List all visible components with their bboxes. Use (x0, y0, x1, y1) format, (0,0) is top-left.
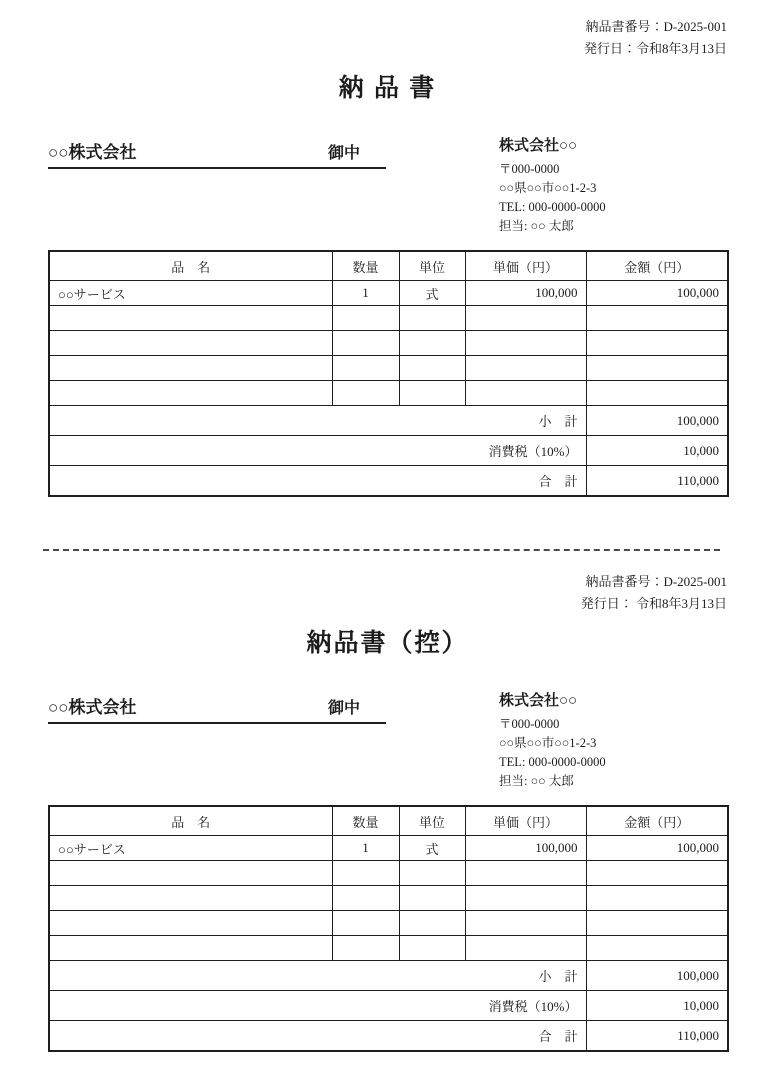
sender-postal: 〒000-0000 (499, 717, 560, 731)
table-row (49, 356, 728, 381)
sender-tel: TEL: 000-0000-0000 (499, 200, 606, 214)
issue-date: 発行日： 令和8年3月13日 (580, 596, 727, 611)
item-unit-price-cell (465, 861, 586, 886)
header-unit: 単位 (399, 251, 465, 281)
recipient-block (48, 138, 386, 169)
item-name-cell (49, 356, 332, 381)
header-quantity: 数量 (332, 251, 399, 281)
document-title: 納品書（控） (306, 630, 469, 657)
party-row (48, 689, 727, 791)
item-qty-cell (332, 381, 399, 406)
item-name-cell (49, 886, 332, 911)
item-qty-cell (332, 861, 399, 886)
item-name-cell (49, 911, 332, 936)
item-qty-cell: 1 (332, 281, 399, 306)
item-amount-cell (586, 861, 728, 886)
table-row (49, 936, 728, 961)
item-unit-price-cell (465, 911, 586, 936)
header-item-name: 品 名 (49, 806, 332, 836)
table-row (49, 836, 728, 861)
table-row (49, 306, 728, 331)
item-unit-price-cell (465, 331, 586, 356)
item-qty-cell (332, 331, 399, 356)
item-amount-cell (586, 356, 728, 381)
recipient-name: ○○株式会社 (48, 143, 137, 162)
sender-address: ○○県○○市○○1-2-3 (499, 181, 597, 195)
item-unit-price-cell: 100,000 (465, 836, 586, 861)
sender-block (499, 689, 727, 791)
delivery-note-original (0, 0, 768, 497)
total-label: 合 計 (49, 1021, 586, 1052)
item-amount-cell: 100,000 (586, 836, 728, 861)
table-header-row (49, 806, 728, 836)
item-qty-cell (332, 306, 399, 331)
table-row (49, 911, 728, 936)
item-name-cell (49, 331, 332, 356)
item-qty-cell (332, 911, 399, 936)
item-unit-cell: 式 (399, 281, 465, 306)
tax-value: 10,000 (586, 436, 728, 466)
items-table (48, 250, 729, 497)
item-unit-price-cell (465, 306, 586, 331)
item-qty-cell (332, 936, 399, 961)
item-qty-cell (332, 886, 399, 911)
item-unit-price-cell: 100,000 (465, 281, 586, 306)
tax-row (49, 436, 728, 466)
item-unit-cell (399, 306, 465, 331)
total-label: 合 計 (49, 466, 586, 497)
subtotal-value: 100,000 (586, 406, 728, 436)
table-row (49, 331, 728, 356)
table-row (49, 886, 728, 911)
tax-row (49, 991, 728, 1021)
recipient-block (48, 693, 386, 724)
items-table (48, 805, 729, 1052)
item-unit-cell (399, 331, 465, 356)
subtotal-row (49, 961, 728, 991)
subtotal-value: 100,000 (586, 961, 728, 991)
issue-date: 発行日：令和8年3月13日 (583, 41, 727, 56)
sender-company: 株式会社○○ (499, 138, 578, 154)
subtotal-row (49, 406, 728, 436)
table-header-row (49, 251, 728, 281)
table-row (49, 861, 728, 886)
item-unit-cell (399, 911, 465, 936)
header-amount: 金額（円） (586, 251, 728, 281)
recipient-honorific: 御中 (327, 145, 360, 162)
item-name-cell (49, 306, 332, 331)
document-meta (48, 551, 727, 615)
item-unit-cell (399, 861, 465, 886)
sender-tel: TEL: 000-0000-0000 (499, 755, 606, 769)
table-row (49, 381, 728, 406)
document-number: 納品書番号：D-2025-001 (585, 574, 727, 589)
header-quantity: 数量 (332, 806, 399, 836)
item-name-cell: ○○サービス (49, 836, 332, 861)
item-unit-price-cell (465, 356, 586, 381)
item-name-cell (49, 381, 332, 406)
sender-contact: 担当: ○○ 太郎 (499, 774, 574, 788)
header-unit: 単位 (399, 806, 465, 836)
item-name-cell (49, 936, 332, 961)
total-row (49, 1021, 728, 1052)
total-value: 110,000 (586, 1021, 728, 1052)
subtotal-label: 小 計 (49, 406, 586, 436)
item-amount-cell (586, 936, 728, 961)
item-amount-cell (586, 886, 728, 911)
tax-value: 10,000 (586, 991, 728, 1021)
header-amount: 金額（円） (586, 806, 728, 836)
subtotal-label: 小 計 (49, 961, 586, 991)
tax-label: 消費税（10%） (49, 991, 586, 1021)
sender-address: ○○県○○市○○1-2-3 (499, 736, 597, 750)
item-unit-cell (399, 936, 465, 961)
recipient-honorific: 御中 (327, 700, 360, 717)
item-amount-cell (586, 331, 728, 356)
item-unit-cell (399, 356, 465, 381)
sender-company: 株式会社○○ (499, 693, 578, 709)
header-unit-price: 単価（円） (465, 806, 586, 836)
item-amount-cell (586, 911, 728, 936)
document-title: 納 品 書 (338, 75, 437, 102)
sender-postal: 〒000-0000 (499, 162, 560, 176)
delivery-note-copy (0, 551, 768, 1052)
header-item-name: 品 名 (49, 251, 332, 281)
party-row (48, 134, 727, 236)
item-name-cell: ○○サービス (49, 281, 332, 306)
item-name-cell (49, 861, 332, 886)
item-amount-cell (586, 381, 728, 406)
sender-block (499, 134, 727, 236)
document-number: 納品書番号：D-2025-001 (585, 19, 727, 34)
table-row (49, 281, 728, 306)
item-unit-cell (399, 381, 465, 406)
item-unit-cell (399, 886, 465, 911)
header-unit-price: 単価（円） (465, 251, 586, 281)
item-qty-cell (332, 356, 399, 381)
item-unit-cell: 式 (399, 836, 465, 861)
sender-contact: 担当: ○○ 太郎 (499, 219, 574, 233)
recipient-name: ○○株式会社 (48, 698, 137, 717)
item-qty-cell: 1 (332, 836, 399, 861)
tax-label: 消費税（10%） (49, 436, 586, 466)
document-meta (48, 0, 727, 60)
item-amount-cell (586, 306, 728, 331)
item-unit-price-cell (465, 381, 586, 406)
item-unit-price-cell (465, 886, 586, 911)
item-unit-price-cell (465, 936, 586, 961)
item-amount-cell: 100,000 (586, 281, 728, 306)
total-row (49, 466, 728, 497)
total-value: 110,000 (586, 466, 728, 497)
